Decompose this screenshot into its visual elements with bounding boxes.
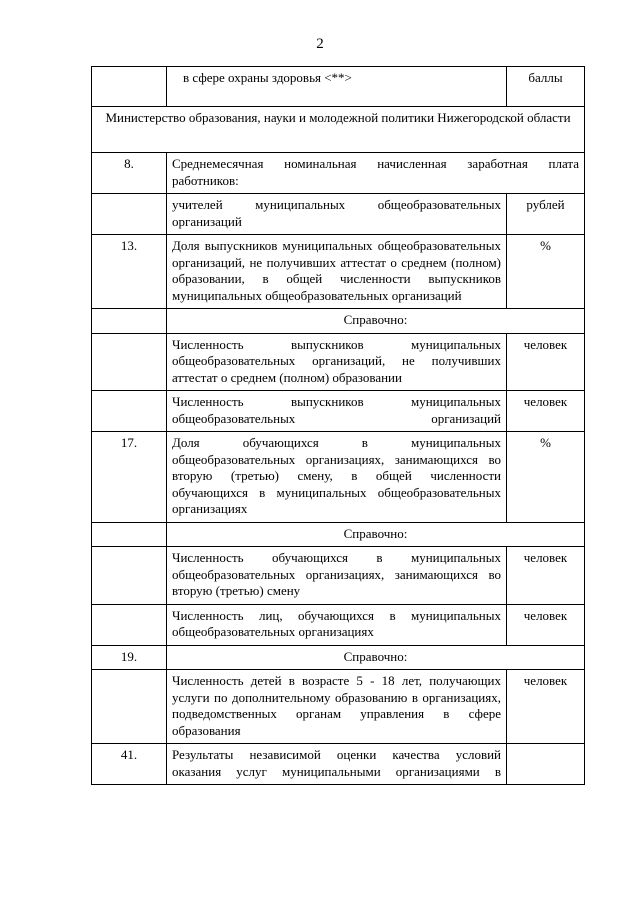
table-row [92, 604, 585, 645]
page-number: 2 [316, 36, 324, 52]
row-number-cell [92, 333, 167, 391]
unit-cell: человек [507, 391, 585, 432]
indicator-text: Численность обучающихся в муниципальных общеобразовательных организациях, занимающихся во вторую (третью) смену [167, 547, 507, 605]
table-row [92, 744, 585, 785]
unit-cell: человек [507, 333, 585, 391]
indicator-text: Доля выпускников муниципальных общеобразовательных организаций, не получивших аттестат о среднем (полном) образовании, в общей численности выпускников муниципальных общеобразовательных организаций [167, 235, 507, 309]
row-number: 8. [92, 153, 167, 194]
indicator-text: Численность выпускников муниципальных общеобразовательных организаций, не получивших аттестат о среднем (полном) образовании [167, 333, 507, 391]
table-row [92, 547, 585, 605]
table-row [92, 153, 585, 194]
unit-cell [507, 744, 585, 785]
row-number-cell [92, 547, 167, 605]
row-number: 17. [92, 432, 167, 523]
table-row [92, 67, 585, 107]
unit-cell: рублей [507, 194, 585, 235]
indicator-text: Численность выпускников муниципальных общеобразовательных организаций [167, 391, 507, 432]
indicator-text: в сфере охраны здоровья <**> [167, 67, 507, 107]
table-row [92, 194, 585, 235]
row-number-cell [92, 522, 167, 547]
table-row [92, 333, 585, 391]
table-row [92, 391, 585, 432]
table-row [92, 309, 585, 334]
unit-cell: человек [507, 670, 585, 744]
row-number-cell [92, 670, 167, 744]
unit-cell: человек [507, 547, 585, 605]
indicator-text: Численность детей в возрасте 5 - 18 лет, получающих услуги по дополнительному образованию в организациях, подведомственных органам управления в сфере образования [167, 670, 507, 744]
unit-cell: % [507, 235, 585, 309]
row-number-cell [92, 391, 167, 432]
indicator-text: Среднемесячная номинальная начисленная заработная плата работников: [167, 153, 585, 194]
reference-label: Справочно: [167, 645, 585, 670]
row-number: 13. [92, 235, 167, 309]
indicator-text: Численность лиц, обучающихся в муниципальных общеобразовательных организациях [167, 604, 507, 645]
indicator-text: Доля обучающихся в муниципальных общеобразовательных организациях, занимающихся во вторую (третью) смену, в общей численности обучающихся в муниципальных общеобразовательных организациях [167, 432, 507, 523]
row-number: 19. [92, 645, 167, 670]
indicator-text: Результаты независимой оценки качества условий оказания услуг муниципальными организациями в [167, 744, 507, 785]
row-number-cell [92, 604, 167, 645]
unit-cell: человек [507, 604, 585, 645]
table-row [92, 670, 585, 744]
ministry-title: Министерство образования, науки и молодежной политики Нижегородской области [92, 107, 585, 153]
indicators-table [91, 66, 585, 785]
reference-label: Справочно: [167, 522, 585, 547]
reference-label: Справочно: [167, 309, 585, 334]
unit-cell: % [507, 432, 585, 523]
unit-cell: баллы [507, 67, 585, 107]
table-row [92, 522, 585, 547]
row-number-cell [92, 309, 167, 334]
row-number-cell [92, 194, 167, 235]
table-row [92, 432, 585, 523]
row-number: 41. [92, 744, 167, 785]
ministry-row [92, 107, 585, 153]
table-row [92, 235, 585, 309]
indicator-text: учителей муниципальных общеобразовательных организаций [167, 194, 507, 235]
table-row [92, 645, 585, 670]
row-number-cell [92, 67, 167, 107]
